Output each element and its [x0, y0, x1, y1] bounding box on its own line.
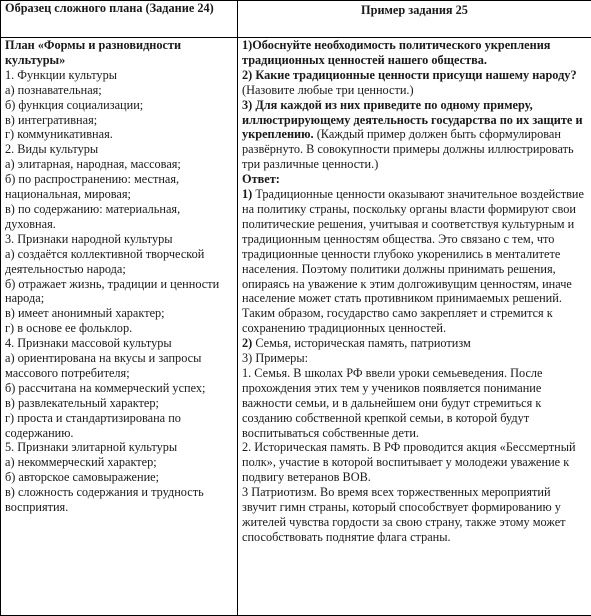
answer-1-text: Традиционные ценности оказывают значительное воздействие на политику страны, поскольку органы власти формируют свои политические решения, учитывая и соответствуя культурным и традиционным ценностям общества. Это связано с тем, что традиционные ценности глубоко укоренились в менталитете населения. Поэтому политики должны принимать решения, опираясь на уважение к этим долгоживущим ценностям, иначе население может стать противником принимаемых решений. [242, 187, 584, 306]
answer-label: Ответ: [242, 172, 280, 187]
plan-item: б) отражает жизнь, традиции и ценности народа; [5, 276, 220, 306]
task-cell [238, 38, 591, 616]
plan-title: План «Формы и разновидности культуры» [5, 38, 182, 67]
example-2: 2. Историческая память. В РФ проводится акция «Бессмертный полк», участие в которой воспитывает у молодежи уважение к подвигу ветеранов ВОВ. [242, 440, 576, 485]
example-1: 1. Семья. В школах РФ ввели уроки семьеведения. После прохождения этих тем у учеников появляется понимание важности семьи, и в дальнейшем они будут стремиться к созданию собственной крепкой семьи, в которой будут воспитываться собственные дети. [242, 365, 543, 440]
answer-2 [242, 336, 587, 351]
table-body-row [1, 38, 591, 616]
plan-item: в) имеет анонимный характер; [5, 306, 165, 321]
plan-item: а) элитарная, народная, массовая; [5, 157, 181, 172]
answer-1 [242, 187, 587, 306]
question-3-note: (Каждый пример должен быть сформулирован развёрнуто. В совокупности примеры должны иллюстрировать три различные ценности.) [242, 127, 574, 172]
question-2-bold: 2) Какие традиционные ценности присущи нашему народу? [242, 67, 577, 82]
plan-item: а) некоммерческий характер; [5, 455, 157, 470]
question-2-note: (Назовите любые три ценности.) [242, 82, 414, 97]
plan-item: а) создаётся коллективной творческой деятельностью народа; [5, 246, 205, 276]
plan-item: г) коммуникативная. [5, 127, 113, 142]
plan-item: б) по распространению: местная, национальная, мировая; [5, 172, 180, 202]
header-right: Пример задания 25 [238, 1, 591, 38]
plan-item: г) проста и стандартизирована по содержанию. [5, 410, 181, 440]
plan-item: в) сложность содержания и трудность восприятия. [5, 485, 204, 515]
table-header-row [1, 1, 591, 38]
plan-item: 5. Признаки элитарной культуры [5, 440, 178, 455]
plan-item: б) авторское самовыражение; [5, 470, 160, 485]
plan-item: в) интегративная; [5, 112, 98, 127]
plan-item: 3. Признаки народной культуры [5, 231, 173, 246]
plan-item: а) ориентирована на вкусы и запросы массового потребителя; [5, 351, 202, 380]
plan-item: 2. Виды культуры [5, 142, 99, 157]
plan-item: 4. Признаки массовой культуры [5, 336, 172, 351]
plan-item: в) развлекательный характер; [5, 395, 159, 410]
answer-2-number: 2) [242, 336, 253, 351]
answer-2-text: Семья, историческая память, патриотизм [252, 336, 471, 351]
answer-1-number: 1) [242, 187, 253, 202]
question-3-bold: 3) Для каждой из них приведите по одному примеру, иллюстрирующему деятельность государства по их защите и укреплению. [242, 97, 583, 142]
plan-item: г) в основе ее фольклор. [5, 321, 133, 336]
plan-item: а) познавательная; [5, 82, 102, 97]
example-3: 3 Патриотизм. Во время всех торжественных мероприятий звучит гимн страны, который способствует формированию у жителей чувства гордости за свою страну, также этому может способствовать поднятие флага страны. [242, 485, 566, 544]
plan-item: в) по содержанию: материальная, духовная. [5, 201, 181, 231]
plan-item: 1. Функции культуры [5, 67, 117, 82]
question-2 [242, 68, 587, 98]
plan-item: б) рассчитана на коммерческий успех; [5, 380, 206, 395]
question-3 [242, 98, 587, 173]
header-left: Образец сложного плана (Задание 24) [1, 1, 238, 38]
plan-item: б) функция социализации; [5, 97, 144, 112]
question-1: 1)Обоснуйте необходимость политического укрепления традиционных ценностей нашего общества. [242, 38, 551, 67]
answer-1-continuation: Таким образом, государство само закрепляет и стремится к сохранению традиционных ценностей. [242, 306, 553, 336]
plan-cell [1, 38, 238, 616]
answer-3: 3) Примеры: [242, 351, 308, 366]
